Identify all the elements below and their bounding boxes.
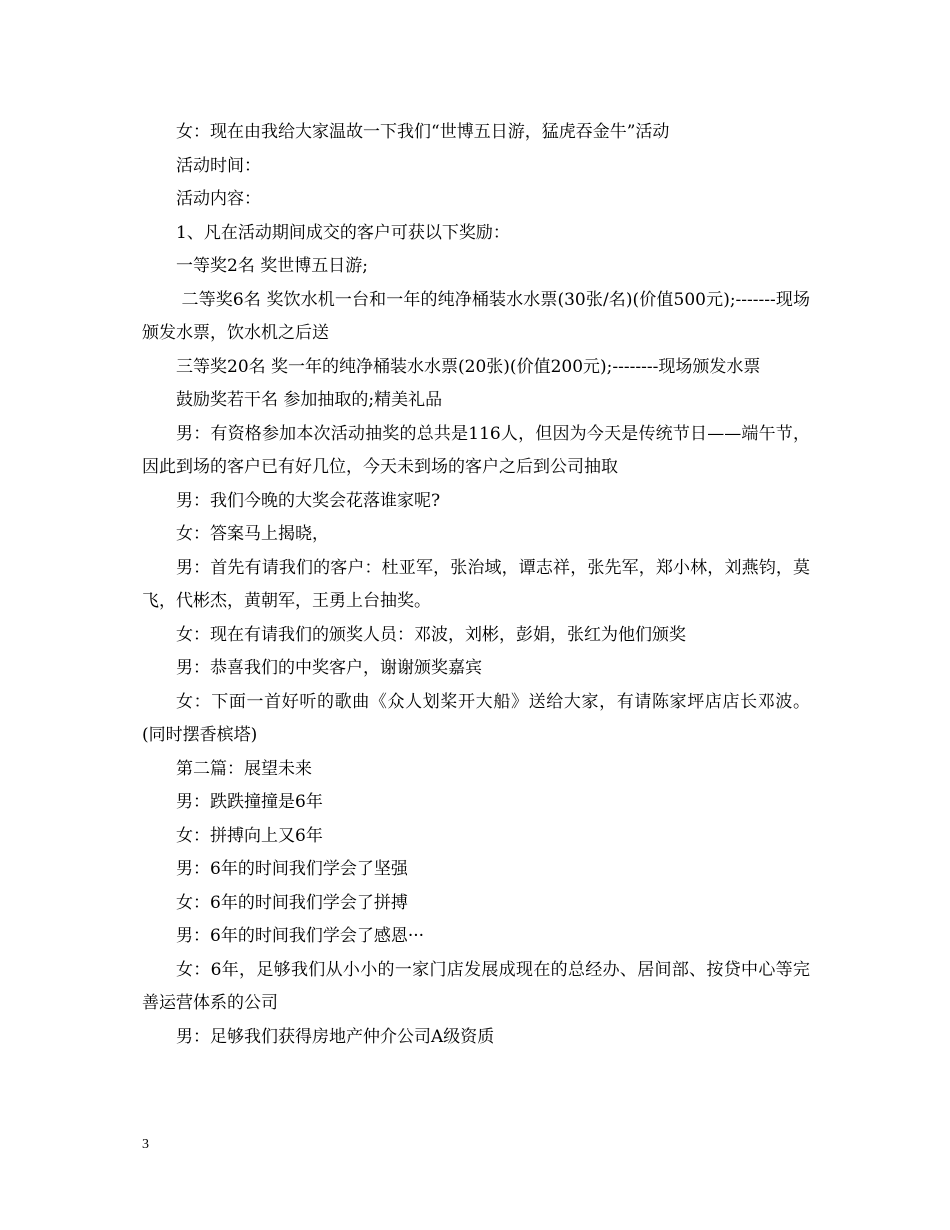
paragraph-grand-prize-question: 男：我们今晚的大奖会花落谁家呢? xyxy=(176,490,441,511)
paragraph-eligible-count: 男：有资格参加本次活动抽奖的总共是116人，但因为今天是传统节日——端午节，因此到场的客户已有好几位，今天未到场的客户之后到公司抽取 xyxy=(142,423,810,477)
paragraph-line-strong: 男：6年的时间我们学会了坚强 xyxy=(176,859,408,879)
paragraph-line-strive: 女：6年的时间我们学会了拼搏 xyxy=(176,892,408,913)
page-number: 3 xyxy=(142,1137,149,1152)
paragraph-presenters: 女：现在有请我们的颁奖人员：邓波，刘彬，彭娟，张红为他们颁奖 xyxy=(176,624,686,645)
paragraph-company-growth: 女：6年，足够我们从小小的一家门店发展成现在的总经办、居间部、按贷中心等完善运营体系的公司 xyxy=(142,959,810,1013)
paragraph-song: 女：下面一首好听的歌曲《众人划桨开大船》送给大家，有请陈家坪店店长邓波。(同时摆香槟塔) xyxy=(142,691,810,745)
paragraph-customer-list: 男：首先有请我们的客户：杜亚军，张治域，谭志祥，张先军，郑小林，刘燕钧，莫飞，代彬杰，黄朝军，王勇上台抽奖。 xyxy=(142,557,810,611)
paragraph-line-six-years-1: 男：跌跌撞撞是6年 xyxy=(176,792,323,812)
paragraph-intro: 女：现在由我给大家温故一下我们“世博五日游，猛虎吞金牛”活动 xyxy=(176,122,670,142)
paragraph-qualification: 男：足够我们获得房地产仲介公司A级资质 xyxy=(176,1026,495,1047)
paragraph-activity-content: 活动内容： xyxy=(176,189,261,209)
paragraph-congratulations: 男：恭喜我们的中奖客户，谢谢颁奖嘉宾 xyxy=(176,658,482,678)
paragraph-first-prize: 一等奖2名 奖世博五日游; xyxy=(176,256,368,276)
paragraph-line-gratitude: 男：6年的时间我们学会了感恩··· xyxy=(176,926,425,946)
paragraph-line-six-years-2: 女：拼搏向上又6年 xyxy=(176,825,323,846)
section-heading-part-two: 第二篇：展望未来 xyxy=(176,758,312,779)
paragraph-answer-reveal: 女：答案马上揭晓， xyxy=(176,524,329,544)
paragraph-rewards-intro: 1、凡在活动期间成交的客户可获以下奖励： xyxy=(176,222,510,243)
paragraph-encouragement-prize: 鼓励奖若干名 参加抽取的;精美礼品 xyxy=(176,390,443,410)
paragraph-third-prize: 三等奖20名 奖一年的纯净桶装水水票(20张)(价值200元);--------现场颁发水票 xyxy=(176,356,761,377)
paragraph-second-prize: 二等奖6名 奖饮水机一台和一年的纯净桶装水水票(30张/名)(价值500元);-------现场颁发水票，饮水机之后送 xyxy=(142,289,810,343)
page-body xyxy=(142,116,810,1054)
paragraph-activity-time: 活动时间： xyxy=(176,155,261,176)
